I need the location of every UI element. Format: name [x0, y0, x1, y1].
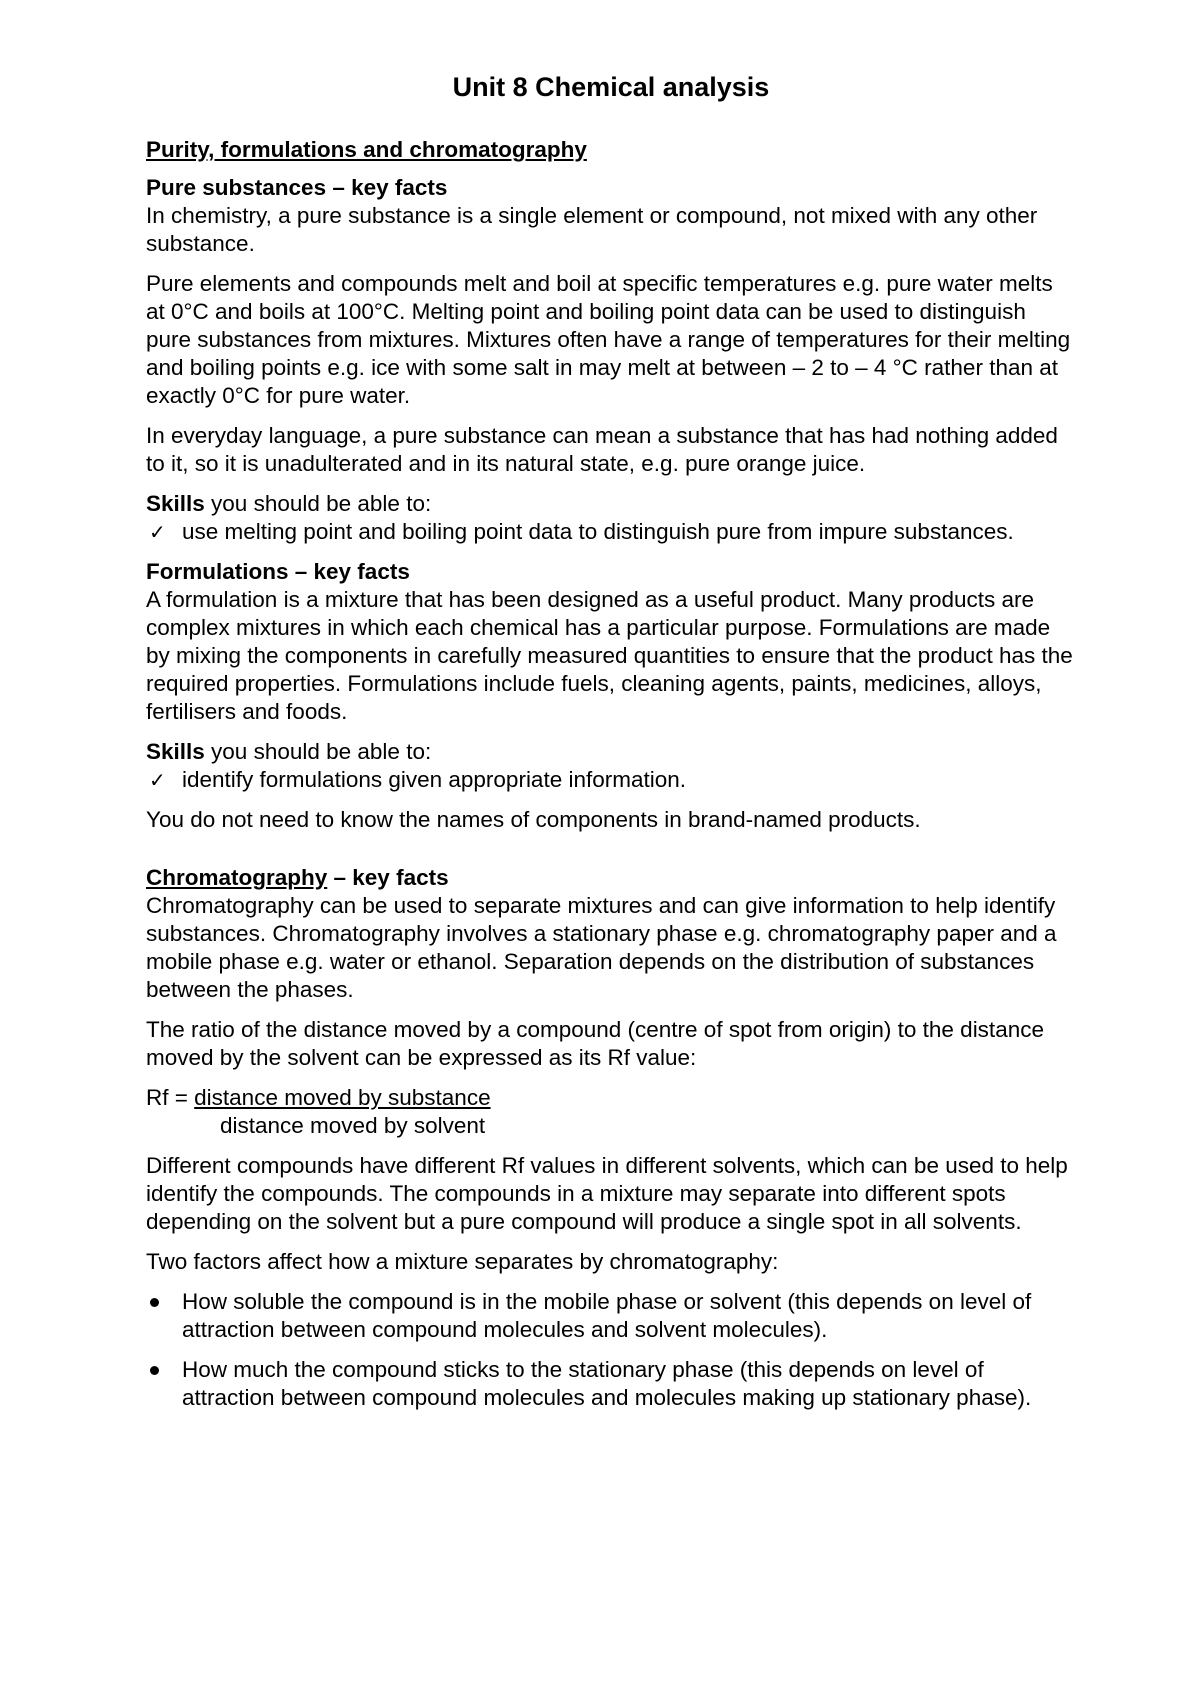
formulations-skills-intro: [146, 738, 1076, 766]
skill-text: use melting point and boiling point data to distinguish pure from impure substances.: [182, 519, 1014, 544]
list-item: [146, 766, 1076, 794]
skill-text: identify formulations given appropriate information.: [182, 767, 687, 792]
list-item: [146, 1288, 1076, 1344]
chromatography-paragraph-1: Chromatography can be used to separate mixtures and can give information to help identify substances. Chromatography involves a stationary phase e.g. chromatography paper and a mobile phase e.g. water or ethanol. Separation depends on the distribution of substances between the phases.: [146, 893, 1057, 1002]
pure-substances-heading: Pure substances – key facts: [146, 175, 448, 200]
rf-formula-numerator: distance moved by substance: [194, 1085, 491, 1110]
bullet-dot-icon: [150, 1298, 159, 1307]
skills-label: Skills: [146, 739, 205, 764]
chromatography-paragraph-3: Different compounds have different Rf values in different solvents, which can be used to help identify the compounds. The compounds in a mixture may separate into different spots depending on the solvent but a pure compound will produce a single spot in all solvents.: [146, 1153, 1068, 1234]
page-title: Unit 8 Chemical analysis: [452, 72, 770, 102]
formulations-skills-list: [146, 766, 1076, 794]
skills-intro-text: you should be able to:: [204, 491, 432, 516]
chromatography-paragraph-4: Two factors affect how a mixture separates by chromatography:: [146, 1249, 779, 1274]
pure-skills-intro: [146, 490, 1076, 518]
pure-skills-list: [146, 518, 1076, 546]
factor-text: How soluble the compound is in the mobile phase or solvent (this depends on level of attraction between compound molecules and solvent molecules).: [182, 1289, 1032, 1342]
skills-intro-text: you should be able to:: [204, 739, 432, 764]
chromatography-paragraph-2: The ratio of the distance moved by a compound (centre of spot from origin) to the distance moved by the solvent can be expressed as its Rf value:: [146, 1017, 1044, 1070]
formulations-heading: Formulations – key facts: [146, 559, 410, 584]
section-heading: Purity, formulations and chromatography: [146, 137, 587, 162]
list-item: [146, 1356, 1076, 1412]
factor-text: How much the compound sticks to the stationary phase (this depends on level of attraction between compound molecules and molecules making up stationary phase).: [182, 1357, 1032, 1410]
document-page: [146, 60, 1076, 1424]
check-mark-icon: ✓: [149, 520, 166, 544]
check-mark-icon: ✓: [149, 768, 166, 792]
formulations-note: You do not need to know the names of components in brand-named products.: [146, 807, 921, 832]
rf-formula-label: Rf =: [146, 1085, 195, 1110]
rf-formula-denominator: distance moved by solvent: [220, 1113, 486, 1138]
list-item: [146, 518, 1076, 546]
rf-formula: [146, 1084, 1076, 1112]
bullet-dot-icon: [150, 1366, 159, 1375]
chromatography-heading: [146, 864, 1076, 892]
pure-paragraph-1: In chemistry, a pure substance is a single element or compound, not mixed with any other substance.: [146, 203, 1038, 256]
pure-paragraph-3: In everyday language, a pure substance can mean a substance that has had nothing added to it, so it is unadulterated and in its natural state, e.g. pure orange juice.: [146, 423, 1058, 476]
skills-label: Skills: [146, 491, 205, 516]
chromatography-factors-list: [146, 1288, 1076, 1412]
pure-paragraph-2: Pure elements and compounds melt and boil at specific temperatures e.g. pure water melts at 0°C and boils at 100°C. Melting point and boiling point data can be used to distinguish pure substances from mixtures. Mixtures often have a range of temperatures for their melting and boiling points e.g. ice with some salt in may melt at between – 2 to – 4 °C rather than at exactly 0°C for pure water.: [146, 271, 1071, 408]
formulations-paragraph-1: A formulation is a mixture that has been designed as a useful product. Many products are complex mixtures in which each chemical has a particular purpose. Formulations are made by mixing the components in carefully measured quantities to ensure that the product has the required properties. Formulations include fuels, cleaning agents, paints, medicines, alloys, fertilisers and foods.: [146, 587, 1073, 724]
chromatography-heading-rest: – key facts: [327, 865, 449, 890]
chromatography-heading-underlined: Chromatography: [146, 865, 328, 890]
